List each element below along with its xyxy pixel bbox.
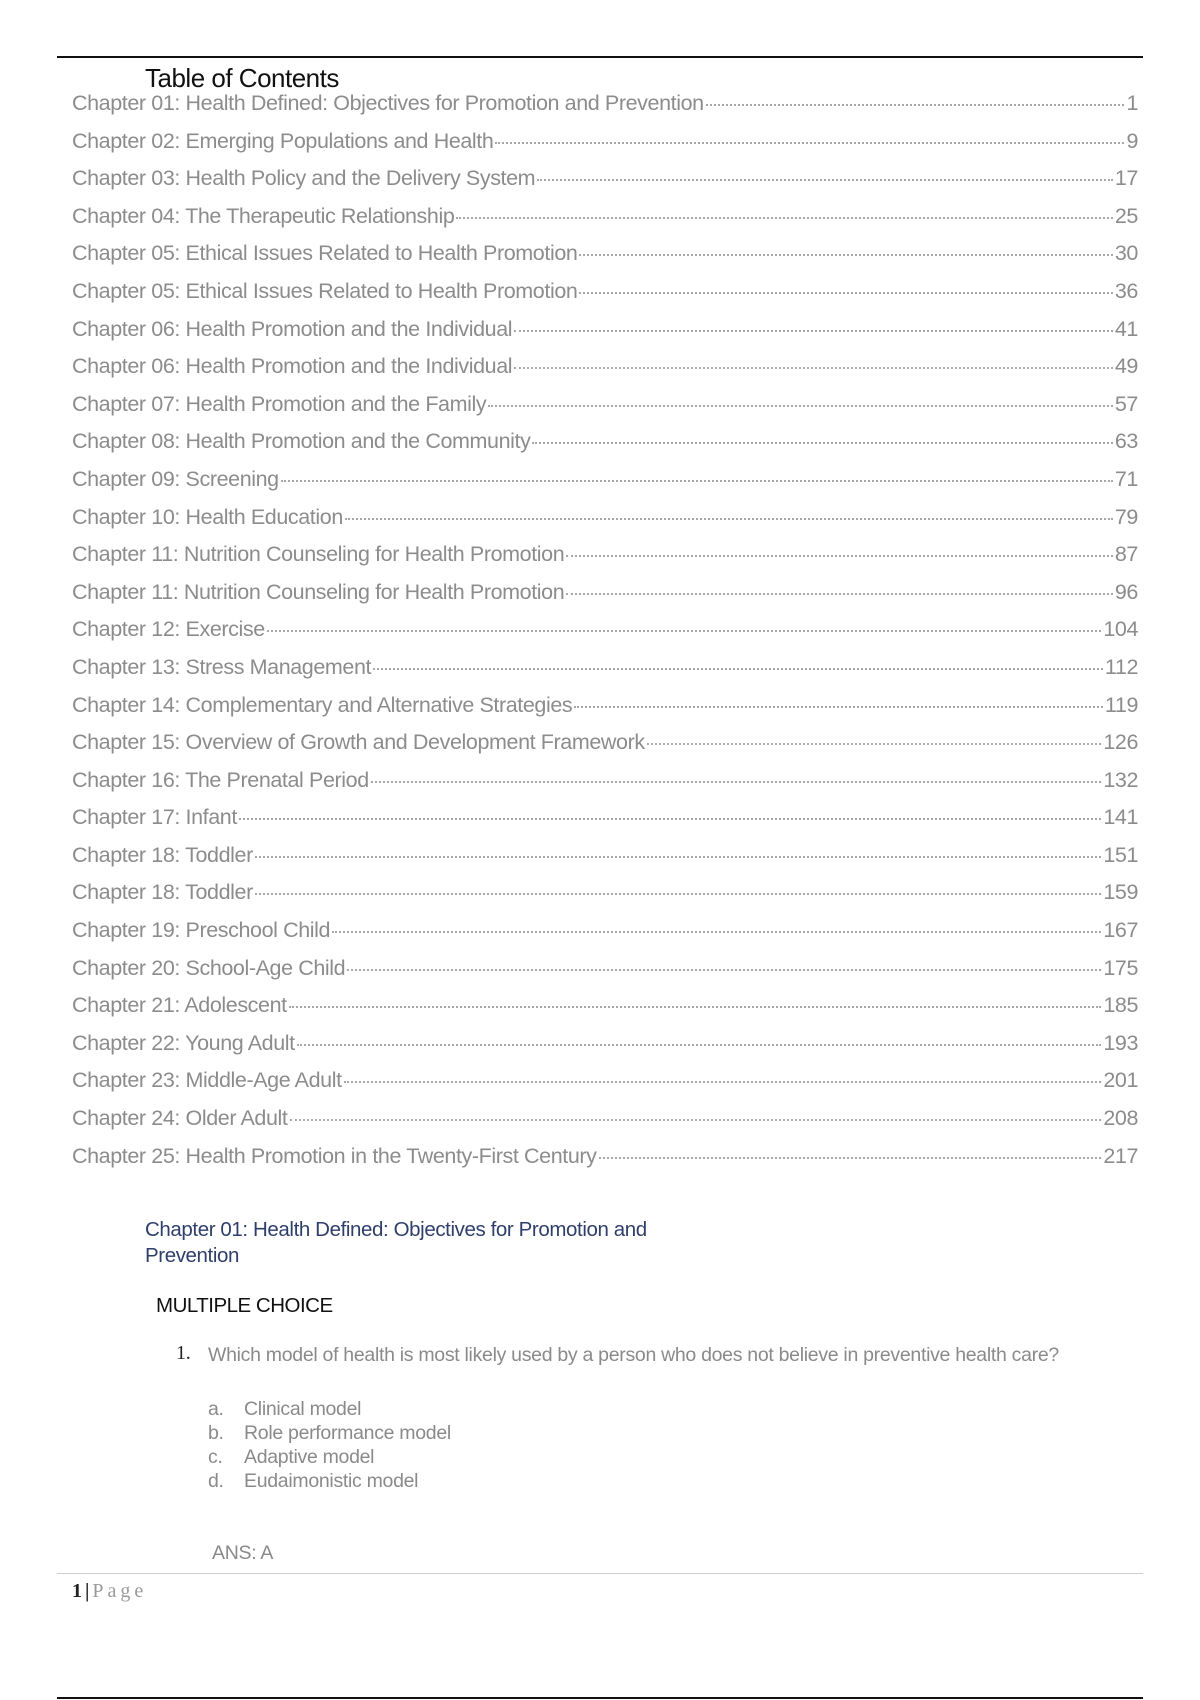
toc-entry[interactable] xyxy=(72,805,1138,843)
toc-entry-page: 36 xyxy=(1114,278,1138,303)
toc-entry[interactable] xyxy=(72,429,1138,467)
toc-entry-page: 71 xyxy=(1114,466,1138,491)
toc-entry-page: 9 xyxy=(1126,128,1138,153)
toc-dot-leader xyxy=(267,630,1102,632)
toc-dot-leader xyxy=(574,706,1103,708)
option-letter: d. xyxy=(208,1470,224,1492)
toc-dot-leader xyxy=(239,818,1101,820)
answer-options xyxy=(208,1397,451,1493)
toc-entry[interactable] xyxy=(72,730,1138,768)
toc-entry[interactable] xyxy=(72,843,1138,881)
top-rule xyxy=(57,56,1143,58)
toc-entry[interactable] xyxy=(72,993,1138,1031)
toc-entry-page: 175 xyxy=(1103,955,1138,980)
toc-entry-label: Chapter 03: Health Policy and the Delivery System xyxy=(72,166,536,191)
toc-dot-leader xyxy=(495,142,1124,144)
toc-entry-page: 17 xyxy=(1114,166,1138,191)
toc-entry-label: Chapter 12: Exercise xyxy=(72,617,265,642)
toc-dot-leader xyxy=(532,442,1112,444)
toc-dot-leader xyxy=(281,480,1113,482)
toc-dot-leader xyxy=(514,330,1113,332)
toc-entry-label: Chapter 05: Ethical Issues Related to Health Promotion xyxy=(72,241,578,266)
option-text: Clinical model xyxy=(244,1398,362,1420)
toc-dot-leader xyxy=(332,931,1101,933)
toc-entry-page: 30 xyxy=(1114,241,1138,266)
toc-entry-label: Chapter 11: Nutrition Counseling for Health Promotion xyxy=(72,579,565,604)
toc-entry-label: Chapter 15: Overview of Growth and Development Framework xyxy=(72,730,645,755)
answer-key: ANS: A xyxy=(212,1542,274,1564)
toc-entry-page: 167 xyxy=(1103,918,1138,943)
table-of-contents xyxy=(72,91,1138,1181)
toc-entry-label: Chapter 18: Toddler xyxy=(72,880,253,905)
toc-dot-leader xyxy=(345,518,1113,520)
toc-entry-page: 193 xyxy=(1103,1030,1138,1055)
toc-dot-leader xyxy=(255,856,1101,858)
toc-entry[interactable] xyxy=(72,768,1138,806)
toc-entry-page: 57 xyxy=(1114,391,1138,416)
toc-dot-leader xyxy=(344,1081,1102,1083)
toc-entry-label: Chapter 09: Screening xyxy=(72,466,279,491)
toc-entry-page: 119 xyxy=(1104,692,1138,717)
toc-entry-page: 112 xyxy=(1104,654,1138,679)
toc-dot-leader xyxy=(647,743,1102,745)
toc-entry[interactable] xyxy=(72,279,1138,317)
toc-entry-label: Chapter 19: Preschool Child xyxy=(72,918,331,943)
toc-entry-page: 185 xyxy=(1103,993,1138,1018)
toc-dot-leader xyxy=(255,893,1101,895)
toc-entry[interactable] xyxy=(72,204,1138,242)
question-number: 1. xyxy=(176,1342,191,1364)
toc-entry-label: Chapter 08: Health Promotion and the Community xyxy=(72,429,531,454)
toc-entry[interactable] xyxy=(72,1068,1138,1106)
toc-dot-leader xyxy=(290,1119,1102,1121)
toc-entry[interactable] xyxy=(72,617,1138,655)
toc-entry-page: 201 xyxy=(1103,1068,1138,1093)
toc-entry-label: Chapter 11: Nutrition Counseling for Health Promotion xyxy=(72,542,565,567)
toc-entry-page: 79 xyxy=(1114,504,1138,529)
toc-dot-leader xyxy=(456,217,1112,219)
toc-entry-label: Chapter 05: Ethical Issues Related to Health Promotion xyxy=(72,278,578,303)
answer-option xyxy=(208,1445,451,1469)
toc-dot-leader xyxy=(599,1157,1102,1159)
toc-entry-label: Chapter 24: Older Adult xyxy=(72,1106,288,1131)
toc-entry[interactable] xyxy=(72,1106,1138,1144)
page-footer xyxy=(72,1580,147,1603)
toc-entry-page: 1 xyxy=(1126,91,1138,115)
toc-dot-leader xyxy=(579,254,1112,256)
toc-entry-label: Chapter 13: Stress Management xyxy=(72,654,372,679)
toc-entry-page: 49 xyxy=(1114,354,1138,379)
toc-entry[interactable] xyxy=(72,918,1138,956)
footer-separator: | xyxy=(85,1580,90,1602)
toc-entry[interactable] xyxy=(72,354,1138,392)
option-letter: c. xyxy=(208,1446,223,1468)
question-text: Which model of health is most likely used by a person who does not believe in preventive health care? xyxy=(208,1344,1059,1366)
toc-dot-leader xyxy=(488,405,1113,407)
toc-entry-label: Chapter 21: Adolescent xyxy=(72,993,287,1018)
toc-entry-label: Chapter 20: School-Age Child xyxy=(72,955,346,980)
toc-entry[interactable] xyxy=(72,880,1138,918)
toc-entry-label: Chapter 07: Health Promotion and the Family xyxy=(72,391,487,416)
bottom-rule xyxy=(57,1697,1143,1699)
toc-entry[interactable] xyxy=(72,693,1138,731)
chapter-heading[interactable]: Chapter 01: Health Defined: Objectives for Promotion and Prevention xyxy=(145,1218,647,1267)
toc-entry[interactable] xyxy=(72,166,1138,204)
footer-page-word: Page xyxy=(92,1580,148,1602)
toc-entry[interactable] xyxy=(72,129,1138,167)
toc-entry[interactable] xyxy=(72,655,1138,693)
option-letter: a. xyxy=(208,1398,224,1420)
option-text: Eudaimonistic model xyxy=(244,1470,419,1492)
toc-entry[interactable] xyxy=(72,505,1138,543)
option-text: Adaptive model xyxy=(244,1446,375,1468)
option-letter: b. xyxy=(208,1422,224,1444)
toc-entry[interactable] xyxy=(72,241,1138,279)
toc-dot-leader xyxy=(289,1006,1102,1008)
toc-entry-label: Chapter 10: Health Education xyxy=(72,504,343,529)
toc-dot-leader xyxy=(566,593,1113,595)
toc-entry-label: Chapter 02: Emerging Populations and Health xyxy=(72,128,494,153)
toc-dot-leader xyxy=(514,367,1113,369)
toc-dot-leader xyxy=(297,1044,1102,1046)
toc-entry-page: 41 xyxy=(1114,316,1138,341)
toc-entry-page: 25 xyxy=(1114,203,1138,228)
toc-dot-leader xyxy=(371,781,1102,783)
toc-entry[interactable] xyxy=(72,956,1138,994)
toc-entry-label: Chapter 23: Middle-Age Adult xyxy=(72,1068,342,1093)
toc-entry[interactable] xyxy=(72,1031,1138,1069)
toc-entry-page: 104 xyxy=(1103,617,1138,642)
toc-dot-leader xyxy=(347,969,1101,971)
toc-entry[interactable] xyxy=(72,1144,1138,1182)
toc-entry-page: 151 xyxy=(1103,842,1138,867)
option-text: Role performance model xyxy=(244,1422,451,1444)
toc-dot-leader xyxy=(706,104,1125,106)
answer-option xyxy=(208,1397,451,1421)
toc-entry-page: 132 xyxy=(1103,767,1138,792)
answer-option xyxy=(208,1421,451,1445)
toc-entry-page: 208 xyxy=(1103,1106,1138,1131)
toc-entry-label: Chapter 01: Health Defined: Objectives for Promotion and Prevention xyxy=(72,91,704,115)
toc-entry-label: Chapter 06: Health Promotion and the Individual xyxy=(72,354,513,379)
toc-dot-leader xyxy=(373,668,1103,670)
toc-entry[interactable] xyxy=(72,467,1138,505)
footer-page-number: 1 xyxy=(72,1580,82,1602)
section-heading: MULTIPLE CHOICE xyxy=(156,1294,333,1317)
toc-entry-page: 141 xyxy=(1103,805,1138,830)
toc-entry-label: Chapter 14: Complementary and Alternative Strategies xyxy=(72,692,573,717)
toc-entry-label: Chapter 04: The Therapeutic Relationship xyxy=(72,203,455,228)
toc-entry-label: Chapter 25: Health Promotion in the Twenty-First Century xyxy=(72,1143,597,1168)
toc-entry-page: 87 xyxy=(1114,542,1138,567)
toc-entry[interactable] xyxy=(72,542,1138,580)
toc-entry-page: 96 xyxy=(1114,579,1138,604)
toc-entry-label: Chapter 17: Infant xyxy=(72,805,237,830)
toc-entry-page: 126 xyxy=(1103,730,1138,755)
toc-dot-leader xyxy=(537,179,1113,181)
toc-entry[interactable] xyxy=(72,91,1138,129)
toc-entry-label: Chapter 06: Health Promotion and the Individual xyxy=(72,316,513,341)
toc-entry[interactable] xyxy=(72,317,1138,355)
toc-entry-label: Chapter 16: The Prenatal Period xyxy=(72,767,369,792)
toc-entry-page: 217 xyxy=(1103,1143,1138,1168)
answer-option xyxy=(208,1469,451,1493)
toc-entry-label: Chapter 22: Young Adult xyxy=(72,1030,295,1055)
toc-dot-leader xyxy=(579,292,1112,294)
toc-dot-leader xyxy=(566,555,1113,557)
toc-entry[interactable] xyxy=(72,392,1138,430)
toc-entry-label: Chapter 18: Toddler xyxy=(72,842,253,867)
toc-entry-page: 159 xyxy=(1103,880,1138,905)
toc-entry-page: 63 xyxy=(1114,429,1138,454)
footer-rule xyxy=(57,1573,1143,1574)
toc-entry[interactable] xyxy=(72,580,1138,618)
toc-title: Table of Contents xyxy=(145,63,339,93)
